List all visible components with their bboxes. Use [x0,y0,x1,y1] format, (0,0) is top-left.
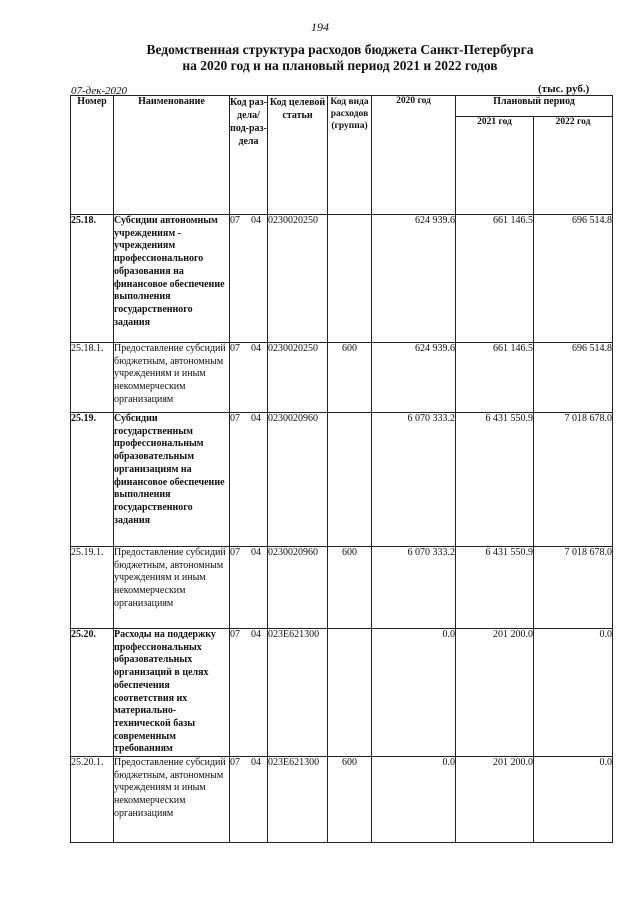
row-value-2021: 661 146.5 [456,215,534,343]
row-razdel-code [230,343,268,413]
column-header-name: Наименование [114,96,230,215]
row-number: 25.19. [71,413,114,547]
column-header-vid: Код вида расходов (группа) [328,96,372,215]
row-name: Предоставление субсидий бюджетным, автономным учреждениям и иным некоммерческим организациям [114,757,230,843]
row-razdel-code [230,629,268,757]
row-value-2021: 6 431 550.9 [456,413,534,547]
row-value-2020: 0.0 [372,757,456,843]
razdel-code: 07 [230,343,240,354]
title-line-1: Ведомственная структура расходов бюджета Санкт-Петербурга [146,42,534,57]
column-header-planned-period: Плановый период [456,96,613,117]
row-value-2021: 201 200.0 [456,757,534,843]
document-title [80,42,600,74]
column-header-2020: 2020 год [372,96,456,215]
row-value-2020: 624 939.6 [372,343,456,413]
row-razdel-code [230,413,268,547]
row-value-2022: 0.0 [534,629,613,757]
row-value-2021: 661 146.5 [456,343,534,413]
row-target-code: 0230020250 [268,215,328,343]
row-number: 25.19.1. [71,547,114,629]
column-header-target: Код целевой статьи [268,96,328,215]
column-header-number: Номер [71,96,114,215]
row-target-code: 0230020960 [268,413,328,547]
row-vid-code: 600 [328,547,372,629]
row-value-2020: 6 070 333.2 [372,413,456,547]
row-vid-code [328,629,372,757]
table-row [71,343,613,413]
row-name: Расходы на поддержку профессиональных образовательных организаций в целях обеспечения соответствия их материально-технической базы современным требованиям [114,629,230,757]
row-value-2020: 624 939.6 [372,215,456,343]
podrazdel-code: 04 [251,413,261,424]
row-value-2020: 6 070 333.2 [372,547,456,629]
row-number: 25.20.1. [71,757,114,843]
column-header-razdel: Код раз-дела/ под-раз-дела [230,96,268,215]
row-number: 25.18. [71,215,114,343]
table-body [71,215,613,843]
podrazdel-code: 04 [251,757,261,769]
row-number: 25.20. [71,629,114,757]
row-value-2022: 7 018 678.0 [534,413,613,547]
row-target-code: 0230020960 [268,547,328,629]
row-vid-code [328,413,372,547]
table-row [71,757,613,843]
row-value-2022: 696 514.8 [534,215,613,343]
title-line-2: на 2020 год и на плановый период 2021 и 2022 годов [182,58,498,73]
razdel-code: 07 [230,413,240,424]
row-value-2021: 201 200.0 [456,629,534,757]
row-value-2020: 0.0 [372,629,456,757]
table-row [71,629,613,757]
row-razdel-code [230,547,268,629]
document-date: 07-дек-2020 [71,85,128,97]
podrazdel-code: 04 [251,629,261,640]
razdel-code: 07 [230,215,240,226]
budget-table [70,95,613,843]
row-name: Субсидии автономным учреждениям - учреждениям профессионального образования на финансовое обеспечение выполнения государственного задания [114,215,230,343]
units-label: (тыс. руб.) [538,83,590,95]
row-razdel-code [230,757,268,843]
table-row [71,413,613,547]
row-name: Предоставление субсидий бюджетным, автономным учреждениям и иным некоммерческим организациям [114,343,230,413]
table-row [71,215,613,343]
row-name: Субсидии государственным профессиональным образовательным организациям на финансовое обеспечение выполнения государственного задания [114,413,230,547]
razdel-code: 07 [230,629,240,640]
podrazdel-code: 04 [251,215,261,226]
razdel-code: 07 [230,547,240,558]
row-razdel-code [230,215,268,343]
row-target-code: 023E621300 [268,757,328,843]
row-value-2022: 0.0 [534,757,613,843]
podrazdel-code: 04 [251,547,261,558]
podrazdel-code: 04 [251,343,261,354]
page-number: 194 [311,20,329,34]
row-vid-code: 600 [328,343,372,413]
row-target-code: 0230020250 [268,343,328,413]
row-value-2022: 7 018 678.0 [534,547,613,629]
row-vid-code [328,215,372,343]
row-target-code: 023E621300 [268,629,328,757]
table-row [71,547,613,629]
row-value-2021: 6 431 550.9 [456,547,534,629]
row-vid-code: 600 [328,757,372,843]
row-value-2022: 696 514.8 [534,343,613,413]
column-header-2021: 2021 год [456,117,534,215]
row-number: 25.18.1. [71,343,114,413]
row-name: Предоставление субсидий бюджетным, автономным учреждениям и иным некоммерческим организациям [114,547,230,629]
column-header-2022: 2022 год [534,117,613,215]
razdel-code: 07 [230,757,240,769]
